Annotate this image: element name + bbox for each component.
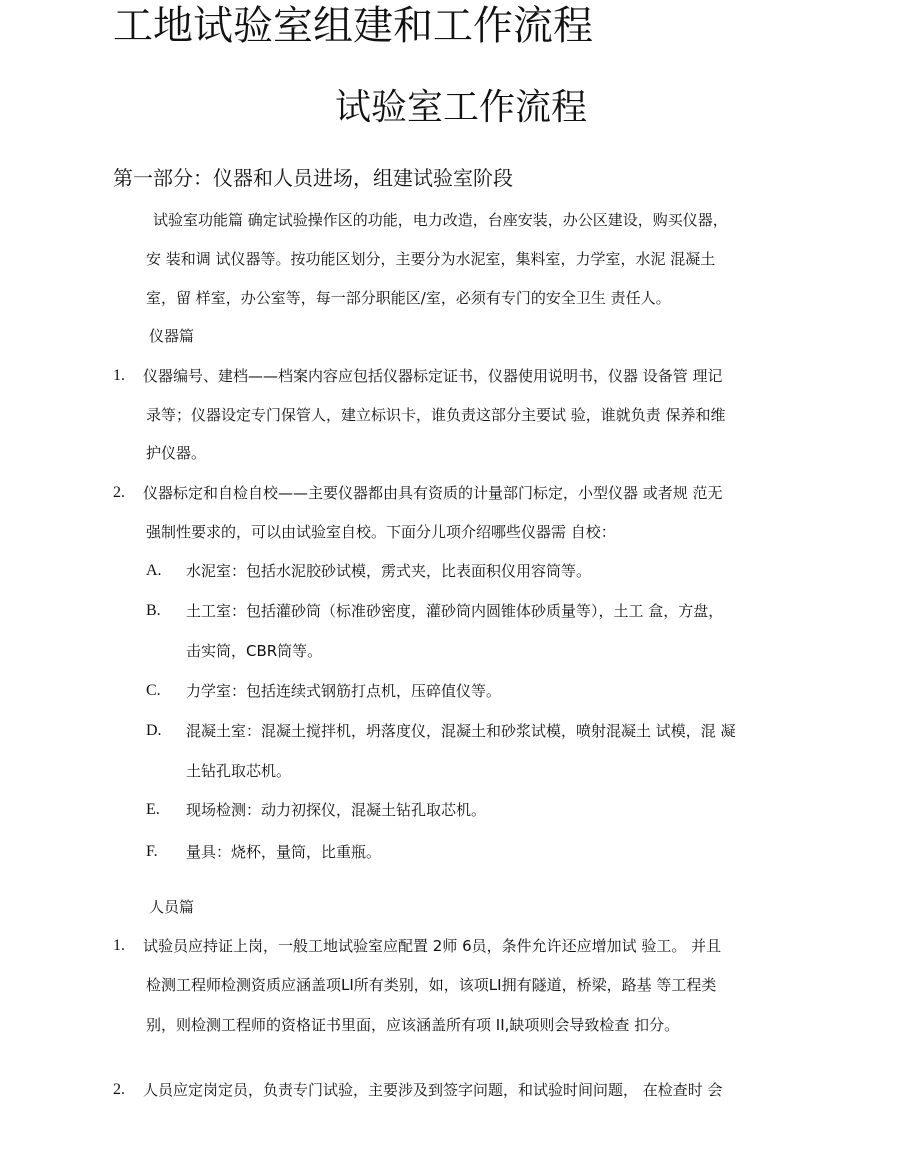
list-item-line: 录等；仪器设定专门保管人，建立标识卡，谁负责这部分主要试 验，谁就负责 保养和维 <box>146 406 726 424</box>
document-subtitle: 试验室工作流程 <box>335 87 588 128</box>
list-item-line: 仪器标定和自检自校——主要仪器都由具有资质的计量部门标定，小型仪器 或者规 范无 <box>143 484 723 502</box>
section-heading: 第一部分：仪器和人员进场，组建试验室阶段 <box>113 166 513 190</box>
intro-line: 安 装和调 试仪器等。按功能区划分，主要分为水泥室，集料室，力学室，水泥 混凝土 <box>146 250 716 268</box>
list-item-line: 别，则检测工程师的资格证书里面，应该涵盖所有项 II,缺项则会导致检查 扣分。 <box>146 1016 680 1034</box>
sub-item-line: 击实筒，CBR筒等。 <box>186 642 323 660</box>
list-number: 2. <box>113 484 125 501</box>
intro-line: 室，留 样室，办公室等，每一部分职能区/室，必须有专门的安全卫生 责任人。 <box>146 289 671 307</box>
sub-item-line: 现场检测：动力初探仪，混凝土钻孔取芯机。 <box>186 801 487 819</box>
sub-item-line: 量具：烧杯，量筒，比重瓶。 <box>186 843 382 861</box>
sub-item-letter: F. <box>146 843 158 860</box>
list-item-line: 护仪器。 <box>146 444 207 462</box>
sub-item-letter: B. <box>146 602 161 619</box>
list-number: 1. <box>113 367 125 384</box>
document-title: 工地试验室组建和工作流程 <box>113 3 593 49</box>
sub-item-letter: E. <box>146 801 160 818</box>
list-item-line: 试验员应持证上岗，一般工地试验室应配置 2师 6员，条件允许还应增加试 验工。 并且 <box>143 937 722 955</box>
list-item-line: 检测工程师检测资质应涵盖项LI所有类别，如，该项LI拥有隧道，桥梁，路基 等工程类 <box>146 976 717 994</box>
sub-item-line: 力学室：包括连续式钢筋打点机，压碎值仪等。 <box>186 682 502 700</box>
sub-item-letter: A. <box>146 562 162 579</box>
sub-item-letter: D. <box>146 722 162 739</box>
sub-item-letter: C. <box>146 682 161 699</box>
list-item-line: 人员应定岗定员，负责专门试验，主要涉及到签字问题，和试验时间问题， 在检查时 会 <box>143 1081 723 1099</box>
instruments-heading: 仪器篇 <box>149 327 195 345</box>
intro-line: 试验室功能篇 确定试验操作区的功能，电力改造，台座安装，办公区建设，购买仪器， <box>153 211 728 229</box>
list-item-line: 强制性要求的，可以由试验室自校。下面分儿项介绍哪些仪器需 自校： <box>146 523 616 541</box>
list-item-line: 仪器编号、建档——档案内容应包括仪器标定证书，仪器使用说明书，仪器 设备管 理记 <box>143 367 723 385</box>
list-number: 1. <box>113 937 125 954</box>
sub-item-line: 土钻孔取芯机。 <box>186 762 292 780</box>
sub-item-line: 水泥室：包括水泥胶砂试模，雳式夹，比表面积仪用容筒等。 <box>186 562 592 580</box>
personnel-heading: 人员篇 <box>149 898 195 916</box>
list-number: 2. <box>113 1081 125 1098</box>
sub-item-line: 土工室：包括灌砂筒（标准砂密度，灌砂筒内圆锥体砂质量等），土工 盒，方盘， <box>186 602 724 620</box>
sub-item-line: 混凝土室：混凝土搅拌机，坍落度仪，混凝土和砂浆试模，喷射混凝土 试模，混 凝 <box>186 722 736 740</box>
